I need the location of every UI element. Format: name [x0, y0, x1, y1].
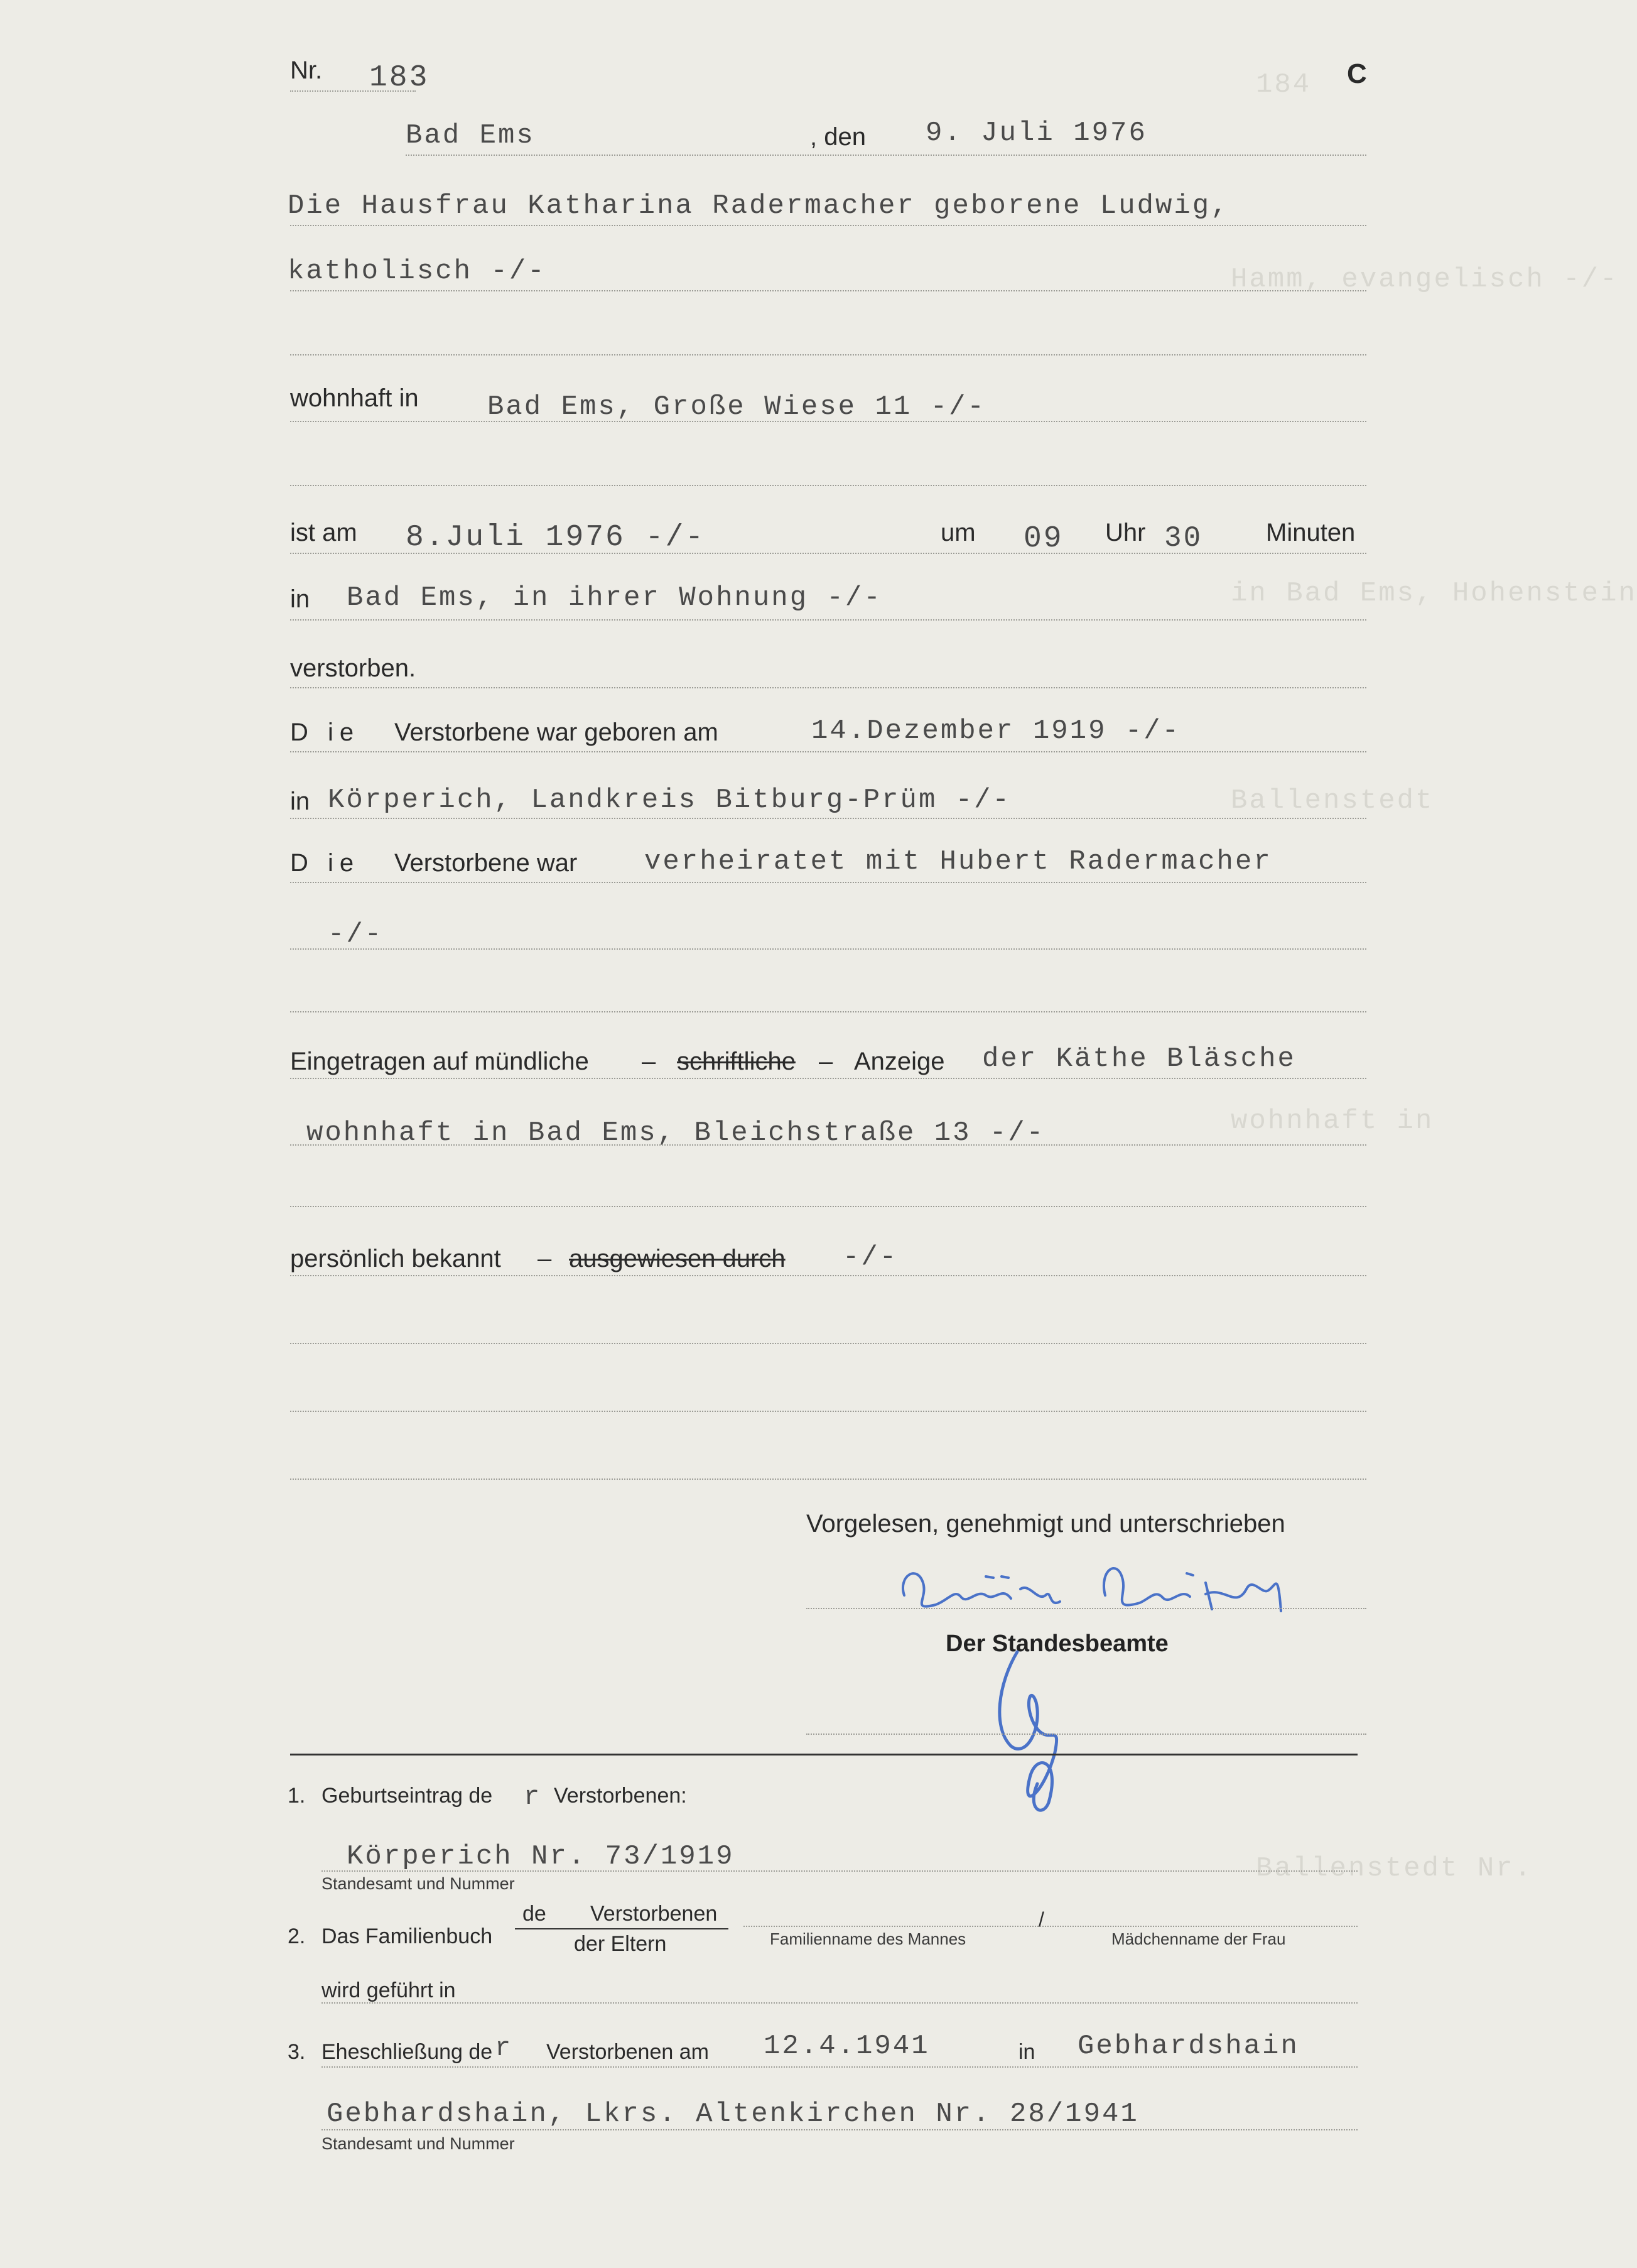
note2-maedchenname: Mädchenname der Frau — [1111, 1929, 1286, 1948]
section-divider — [290, 1754, 1358, 1755]
dash: – — [538, 1245, 552, 1272]
eingetragen-label: Eingetragen auf mündliche — [290, 1048, 589, 1075]
note2-de: de — [522, 1902, 546, 1926]
rule — [290, 687, 1366, 688]
note2-verstorbenen: Verstorbenen — [590, 1902, 718, 1926]
nr-label: Nr. — [290, 57, 323, 84]
note1-r: r — [524, 1782, 542, 1812]
marital-cont: -/- — [328, 919, 384, 950]
entry-number: 183 — [369, 61, 430, 95]
deceased-address: Bad Ems, Große Wiese 11 -/- — [487, 391, 986, 423]
um-label: um — [941, 519, 976, 546]
note1-number: 1. — [288, 1784, 306, 1808]
note3-r: r — [495, 2033, 513, 2063]
note3-marriage-entry: Gebhardshain, Lkrs. Altenkirchen Nr. 28/1941 — [327, 2098, 1139, 2130]
marital-status: verheiratet mit Hubert Radermacher — [644, 846, 1272, 877]
birth-prefix: D ie — [290, 719, 360, 746]
death-place: Bad Ems, in ihrer Wohnung -/- — [347, 582, 882, 614]
rule — [290, 1011, 1366, 1012]
bekannt-label: persönlich bekannt — [290, 1245, 501, 1272]
note3-marriage-place: Gebhardshain — [1078, 2031, 1299, 2062]
registrar-signature — [967, 1633, 1093, 1821]
rule — [290, 619, 1366, 621]
note2-label: Das Familienbuch — [321, 1924, 493, 1948]
rule — [321, 2129, 1358, 2130]
note2-number: 2. — [288, 1924, 306, 1948]
anzeige-label: Anzeige — [854, 1048, 945, 1075]
note2-gefuehrt: wird geführt in — [321, 1978, 456, 2002]
death-minute: 30 — [1164, 522, 1203, 555]
bleed-through-text: 184 — [1256, 69, 1312, 100]
rule — [290, 751, 1366, 752]
rule — [290, 882, 1366, 883]
informant-address: wohnhaft in Bad Ems, Bleichstraße 13 -/- — [306, 1117, 1045, 1149]
rule — [290, 90, 416, 92]
note1-label: Geburtseintrag de — [321, 1784, 493, 1808]
note2-slash: / — [1039, 1908, 1044, 1931]
note3-marriage-date: 12.4.1941 — [764, 2031, 930, 2062]
birth-place: Körperich, Landkreis Bitburg-Prüm -/- — [328, 784, 1011, 816]
informant-name: der Käthe Bläsche — [982, 1043, 1296, 1075]
rule — [290, 818, 1366, 819]
place-of-registry: Bad Ems — [406, 120, 535, 151]
rule — [290, 354, 1366, 355]
minuten-label: Minuten — [1266, 519, 1356, 546]
rule — [290, 421, 1366, 422]
rule — [406, 155, 1366, 156]
rule — [290, 225, 1366, 226]
bleed-through-text: Hamm, evangelisch -/- — [1231, 264, 1619, 295]
rule — [290, 1206, 1366, 1207]
ausgewiesen-struck: ausgewiesen durch — [569, 1245, 786, 1272]
bleed-through-text: Ballenstedt Nr. — [1256, 1853, 1533, 1884]
wohnhaft-label: wohnhaft in — [290, 384, 419, 412]
registry-date: 9. Juli 1976 — [926, 117, 1147, 149]
note1-label-end: Verstorbenen: — [554, 1784, 687, 1808]
rule — [290, 1144, 1366, 1146]
rule — [806, 1734, 1366, 1735]
note3-number: 3. — [288, 2040, 306, 2064]
uhr-label: Uhr — [1105, 519, 1146, 546]
death-hour: 09 — [1024, 522, 1064, 556]
dash: – — [819, 1048, 833, 1075]
fraction-bar — [515, 1928, 728, 1929]
note3-caption: Standesamt und Nummer — [321, 2134, 515, 2153]
rule — [321, 1870, 1358, 1872]
note3-label-b: Verstorbenen am — [546, 2040, 709, 2064]
rule — [290, 1411, 1366, 1412]
rule — [743, 1926, 1358, 1927]
note1-caption: Standesamt und Nummer — [321, 1874, 515, 1893]
deceased-religion: katholisch -/- — [288, 256, 546, 287]
note3-label-a: Eheschließung de — [321, 2040, 493, 2064]
note1-birth-entry: Körperich Nr. 73/1919 — [347, 1841, 735, 1872]
ist-am-label: ist am — [290, 519, 357, 546]
marital-prefix: D ie — [290, 849, 360, 877]
deceased-name: Die Hausfrau Katharina Radermacher geborene Ludwig, — [288, 190, 1229, 222]
rule — [290, 485, 1366, 486]
rule — [290, 1078, 1366, 1079]
corner-letter: C — [1347, 58, 1367, 89]
bleed-through-text: in Bad Ems, Hohenstein — [1231, 578, 1637, 609]
standesbeamte-label: Der Standesbeamte — [946, 1630, 1169, 1657]
rule — [321, 2066, 1358, 2068]
note3-in: in — [1018, 2040, 1035, 2064]
birth-label: Verstorbene war geboren am — [394, 719, 718, 746]
marital-label: Verstorbene war — [394, 849, 578, 877]
dash: – — [642, 1048, 656, 1075]
rule — [290, 1479, 1366, 1480]
verstorben-label: verstorben. — [290, 654, 416, 682]
rule — [806, 1608, 1366, 1609]
rule — [290, 1343, 1366, 1344]
bleed-through-text: Ballenstedt — [1231, 785, 1434, 817]
rule — [290, 1275, 1366, 1276]
in-label: in — [290, 585, 310, 613]
rule — [321, 2002, 1358, 2004]
death-date: 8.Juli 1976 -/- — [406, 521, 706, 555]
note2-eltern: der Eltern — [574, 1932, 667, 1956]
rule — [290, 553, 1366, 554]
note2-familienname: Familienname des Mannes — [770, 1929, 966, 1948]
schriftliche-struck: schriftliche — [677, 1048, 796, 1075]
rule — [290, 948, 1366, 950]
rule — [290, 290, 1366, 291]
bleed-through-text: wohnhaft in — [1231, 1105, 1434, 1137]
informant-signature — [892, 1551, 1344, 1627]
bekannt-cont: -/- — [843, 1242, 899, 1273]
birth-date: 14.Dezember 1919 -/- — [811, 715, 1181, 747]
vorgelesen-label: Vorgelesen, genehmigt und unterschrieben — [806, 1510, 1285, 1538]
birth-in-label: in — [290, 788, 310, 815]
den-label: , den — [810, 123, 866, 151]
